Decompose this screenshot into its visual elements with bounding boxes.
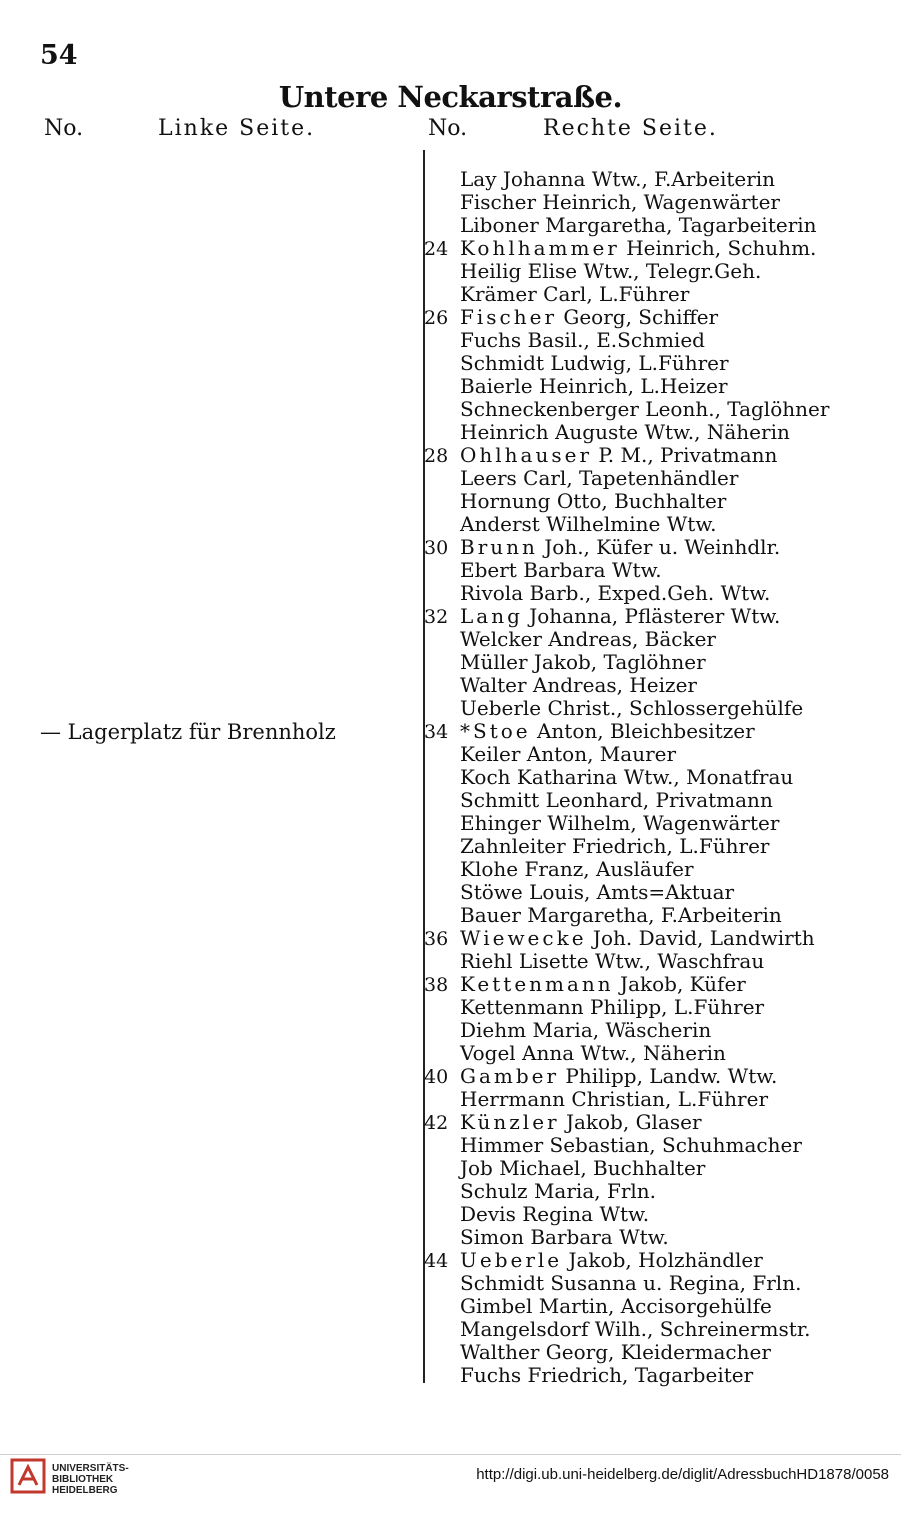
house-number: 42 bbox=[424, 1112, 449, 1134]
resident-text: Klohe Franz, Ausläufer bbox=[460, 857, 694, 881]
resident-text: Anton, Bleichbesitzer bbox=[530, 719, 755, 743]
list-item bbox=[422, 467, 892, 490]
resident-text: Himmer Sebastian, Schuhmacher bbox=[460, 1133, 802, 1157]
list-item bbox=[422, 1042, 892, 1065]
list-item bbox=[422, 881, 892, 904]
resident-text: Simon Barbara Wtw. bbox=[460, 1225, 669, 1249]
list-item bbox=[422, 1157, 892, 1180]
logo-line: HEIDELBERG bbox=[52, 1485, 118, 1496]
resident-text: Baierle Heinrich, L.Heizer bbox=[460, 374, 728, 398]
list-item bbox=[422, 352, 892, 375]
list-item bbox=[422, 1111, 892, 1134]
resident-text: Müller Jakob, Taglöhner bbox=[460, 650, 706, 674]
footer-url[interactable]: http://digi.ub.uni-heidelberg.de/diglit/AdressbuchHD1878/0058 bbox=[476, 1466, 889, 1483]
resident-text: Philipp, Landw. Wtw. bbox=[559, 1064, 778, 1088]
house-number: 38 bbox=[424, 974, 449, 996]
resident-text: Jakob, Glaser bbox=[559, 1110, 702, 1134]
house-number: 40 bbox=[424, 1066, 449, 1088]
house-number: 44 bbox=[424, 1250, 449, 1272]
owner-name: *Stoe bbox=[460, 719, 531, 743]
list-item bbox=[422, 973, 892, 996]
list-item bbox=[422, 674, 892, 697]
list-item bbox=[422, 1019, 892, 1042]
resident-text: Ebert Barbara Wtw. bbox=[460, 558, 662, 582]
list-item bbox=[422, 398, 892, 421]
resident-text: Stöwe Louis, Amts=Aktuar bbox=[460, 880, 735, 904]
resident-text: Schmidt Susanna u. Regina, Frln. bbox=[460, 1271, 802, 1295]
resident-text: Schneckenberger Leonh., Taglöhner bbox=[460, 397, 830, 421]
resident-text: Zahnleiter Friedrich, L.Führer bbox=[460, 834, 770, 858]
list-item bbox=[422, 283, 892, 306]
resident-text: Leers Carl, Tapetenhändler bbox=[460, 466, 739, 490]
resident-text: Jakob, Holzhändler bbox=[562, 1248, 763, 1272]
list-item bbox=[422, 191, 892, 214]
list-item bbox=[422, 559, 892, 582]
resident-text: Johanna, Pflästerer Wtw. bbox=[522, 604, 781, 628]
resident-text: Koch Katharina Wtw., Monatfrau bbox=[460, 765, 794, 789]
list-item bbox=[422, 306, 892, 329]
house-number: 32 bbox=[424, 606, 449, 628]
owner-name: Brunn bbox=[460, 535, 538, 559]
list-item bbox=[422, 1318, 892, 1341]
list-item bbox=[422, 513, 892, 536]
logo-line: BIBLIOTHEK bbox=[52, 1474, 114, 1485]
list-item bbox=[422, 628, 892, 651]
header-no-right: No. bbox=[428, 116, 468, 141]
owner-name: Ueberle bbox=[460, 1248, 563, 1272]
list-item bbox=[422, 490, 892, 513]
owner-name: Fischer bbox=[460, 305, 558, 329]
resident-text: Welcker Andreas, Bäcker bbox=[460, 627, 716, 651]
resident-text: Georg, Schiffer bbox=[557, 305, 719, 329]
resident-text: Joh. David, Landwirth bbox=[586, 926, 815, 950]
owner-name: Kohlhammer bbox=[460, 236, 620, 260]
list-item bbox=[422, 743, 892, 766]
resident-text: Schulz Maria, Frln. bbox=[460, 1179, 657, 1203]
list-item bbox=[422, 168, 892, 191]
house-number: 36 bbox=[424, 928, 449, 950]
resident-text: Ueberle Christ., Schlossergehülfe bbox=[460, 696, 804, 720]
list-item bbox=[422, 904, 892, 927]
logo-text bbox=[52, 1463, 129, 1496]
house-number: 30 bbox=[424, 537, 449, 559]
resident-text: Liboner Margaretha, Tagarbeiterin bbox=[460, 213, 817, 237]
list-item bbox=[422, 375, 892, 398]
resident-text: Devis Regina Wtw. bbox=[460, 1202, 650, 1226]
owner-name: Gamber bbox=[460, 1064, 560, 1088]
resident-text: Walter Andreas, Heizer bbox=[460, 673, 697, 697]
resident-text: Rivola Barb., Exped.Geh. Wtw. bbox=[460, 581, 771, 605]
list-item bbox=[422, 835, 892, 858]
list-item bbox=[422, 950, 892, 973]
list-item bbox=[422, 996, 892, 1019]
resident-text: P. M., Privatmann bbox=[592, 443, 778, 467]
list-item bbox=[422, 582, 892, 605]
resident-text: Heinrich Auguste Wtw., Näherin bbox=[460, 420, 790, 444]
owner-name: Wiewecke bbox=[460, 926, 587, 950]
resident-text: Keiler Anton, Maurer bbox=[460, 742, 677, 766]
logo-line: UNIVERSITÄTS- bbox=[52, 1463, 129, 1474]
list-item bbox=[422, 1180, 892, 1203]
house-number: 34 bbox=[424, 721, 449, 743]
list-item bbox=[422, 1065, 892, 1088]
list-item bbox=[422, 536, 892, 559]
resident-text: Lay Johanna Wtw., F.Arbeiterin bbox=[460, 167, 776, 191]
house-number: 26 bbox=[424, 307, 449, 329]
page-number: 54 bbox=[40, 40, 78, 71]
resident-text: Gimbel Martin, Accisorgehülfe bbox=[460, 1294, 772, 1318]
list-item bbox=[422, 1203, 892, 1226]
library-logo-icon bbox=[10, 1458, 46, 1494]
logo-mark bbox=[19, 1467, 37, 1485]
resident-text: Walther Georg, Kleidermacher bbox=[460, 1340, 771, 1364]
owner-name: Ohlhauser bbox=[460, 443, 593, 467]
resident-text: Schmidt Ludwig, L.Führer bbox=[460, 351, 729, 375]
list-item bbox=[422, 1088, 892, 1111]
resident-text: Vogel Anna Wtw., Näherin bbox=[460, 1041, 726, 1065]
resident-text: Krämer Carl, L.Führer bbox=[460, 282, 690, 306]
resident-text: Fischer Heinrich, Wagenwärter bbox=[460, 190, 780, 214]
resident-text: Job Michael, Buchhalter bbox=[460, 1156, 706, 1180]
list-item bbox=[422, 605, 892, 628]
header-left-side: Linke Seite. bbox=[158, 116, 316, 141]
list-item bbox=[422, 720, 892, 743]
resident-text: Jakob, Küfer bbox=[613, 972, 746, 996]
list-item bbox=[422, 858, 892, 881]
footer-rule bbox=[0, 1454, 901, 1455]
list-item bbox=[422, 444, 892, 467]
list-item bbox=[422, 1249, 892, 1272]
list-item bbox=[422, 766, 892, 789]
owner-name: Künzler bbox=[460, 1110, 560, 1134]
page-title: Untere Neckarstraße. bbox=[278, 80, 623, 114]
owner-name: Kettenmann bbox=[460, 972, 614, 996]
list-item bbox=[422, 214, 892, 237]
list-item bbox=[422, 237, 892, 260]
resident-text: Fuchs Friedrich, Tagarbeiter bbox=[460, 1363, 754, 1387]
resident-text: Diehm Maria, Wäscherin bbox=[460, 1018, 712, 1042]
list-item bbox=[422, 927, 892, 950]
resident-text: Riehl Lisette Wtw., Waschfrau bbox=[460, 949, 765, 973]
left-entry: — Lagerplatz für Brennholz bbox=[40, 720, 336, 744]
resident-text: Kettenmann Philipp, L.Führer bbox=[460, 995, 765, 1019]
header-no-left: No. bbox=[44, 116, 84, 141]
resident-text: Ehinger Wilhelm, Wagenwärter bbox=[460, 811, 780, 835]
resident-text: Heinrich, Schuhm. bbox=[619, 236, 817, 260]
list-item bbox=[422, 1134, 892, 1157]
resident-text: Hornung Otto, Buchhalter bbox=[460, 489, 727, 513]
header-right-side: Rechte Seite. bbox=[543, 116, 718, 141]
list-item bbox=[422, 1272, 892, 1295]
resident-text: Schmitt Leonhard, Privatmann bbox=[460, 788, 773, 812]
house-number: 28 bbox=[424, 445, 449, 467]
list-item bbox=[422, 1364, 892, 1387]
right-entries-list bbox=[422, 168, 892, 1387]
resident-text: Bauer Margaretha, F.Arbeiterin bbox=[460, 903, 782, 927]
resident-text: Fuchs Basil., E.Schmied bbox=[460, 328, 705, 352]
list-item bbox=[422, 1295, 892, 1318]
list-item bbox=[422, 421, 892, 444]
resident-text: Joh., Küfer u. Weinhdlr. bbox=[537, 535, 781, 559]
house-number: 24 bbox=[424, 238, 449, 260]
list-item bbox=[422, 651, 892, 674]
resident-text: Mangelsdorf Wilh., Schreinermstr. bbox=[460, 1317, 811, 1341]
list-item bbox=[422, 789, 892, 812]
list-item bbox=[422, 1226, 892, 1249]
resident-text: Heilig Elise Wtw., Telegr.Geh. bbox=[460, 259, 762, 283]
list-item bbox=[422, 697, 892, 720]
resident-text: Herrmann Christian, L.Führer bbox=[460, 1087, 768, 1111]
list-item bbox=[422, 812, 892, 835]
list-item bbox=[422, 329, 892, 352]
footer-bar bbox=[0, 1446, 901, 1520]
owner-name: Lang bbox=[460, 604, 523, 628]
resident-text: Anderst Wilhelmine Wtw. bbox=[460, 512, 717, 536]
list-item bbox=[422, 260, 892, 283]
list-item bbox=[422, 1341, 892, 1364]
